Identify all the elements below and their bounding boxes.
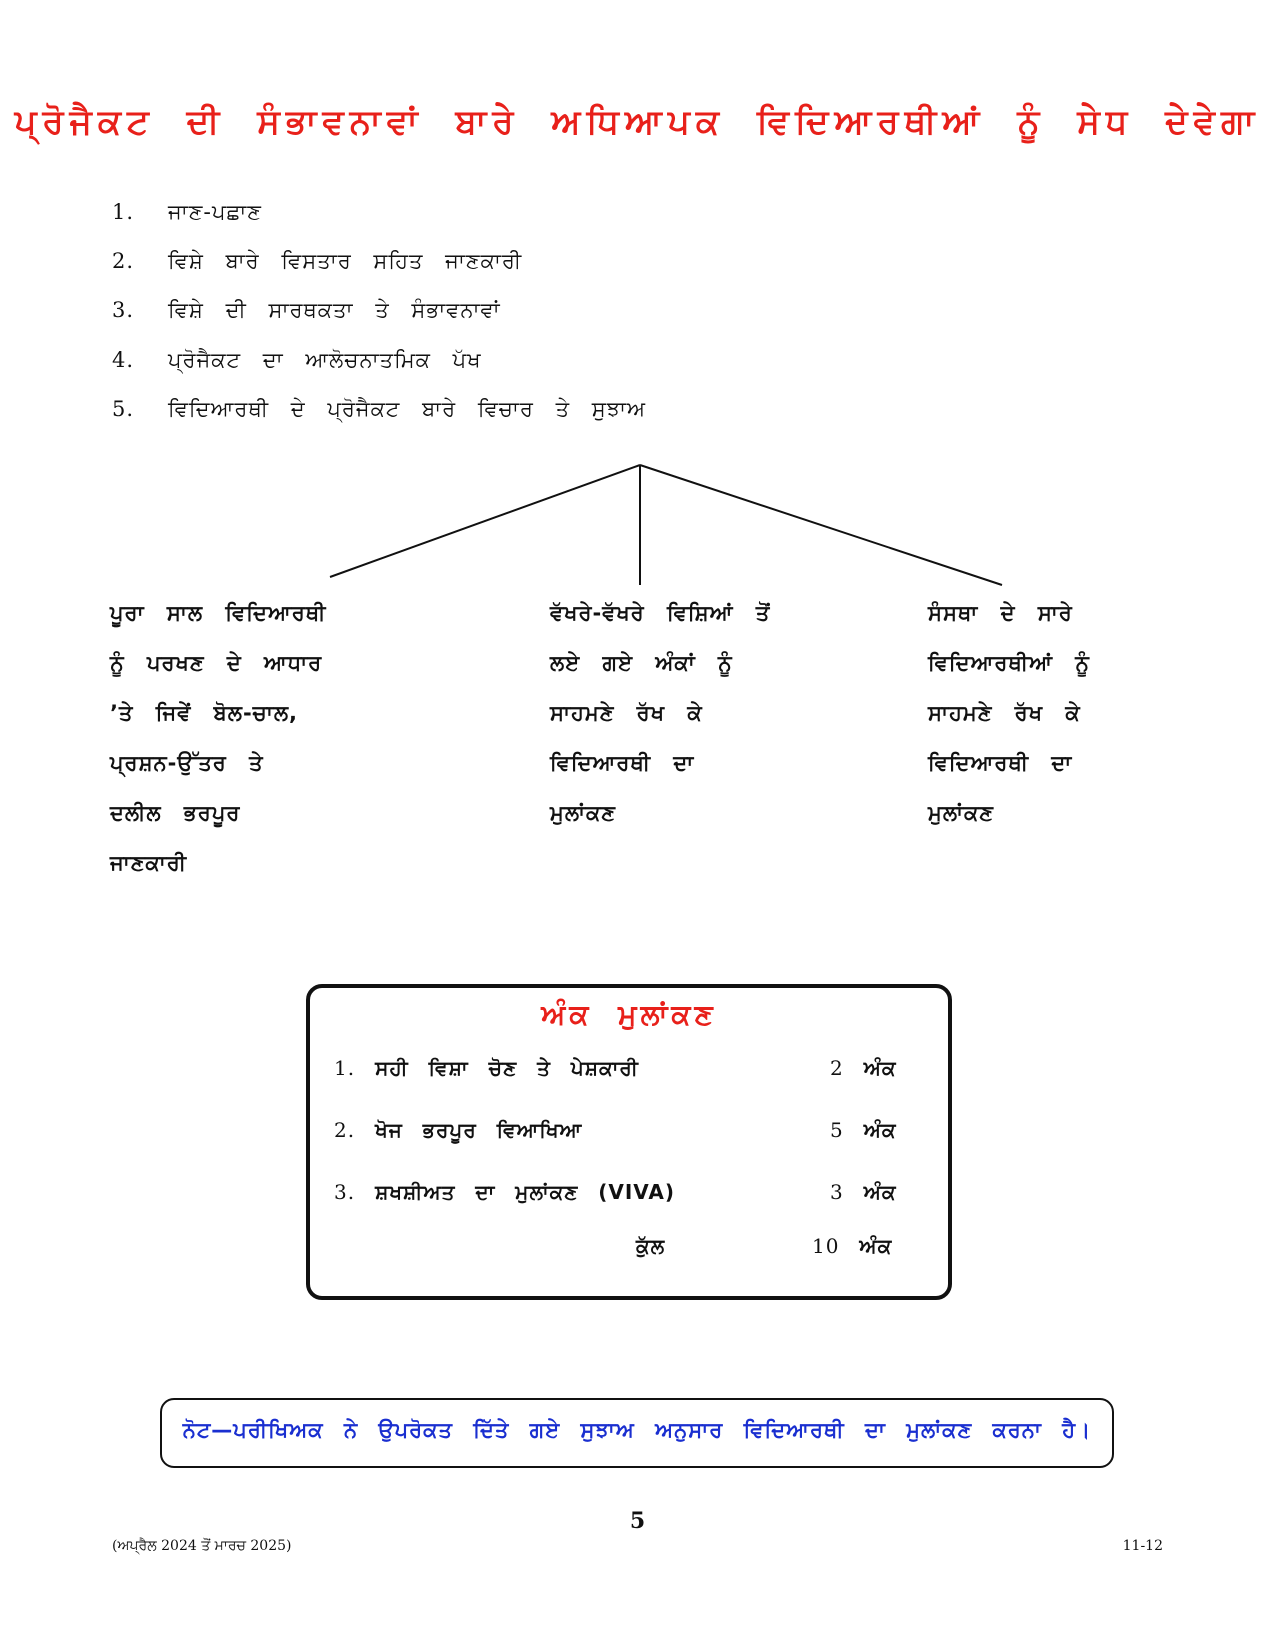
marks-row [334, 1056, 639, 1080]
marks-title: ਅੰਕ ਮੁਲਾਂਕਣ [541, 998, 717, 1031]
branch-line-right [640, 465, 1002, 585]
marks-score-value: 2 [830, 1056, 844, 1080]
marks-row-number: 2. [334, 1118, 356, 1142]
branch-line: ਦਲੀਲ ਭਰਪੂਰ [110, 801, 241, 825]
list-item-number: 1. [112, 200, 135, 224]
marks-total-label: ਕੁੱਲ [636, 1234, 666, 1258]
list-item-number: 4. [112, 348, 135, 372]
list-item-number: 5. [112, 397, 135, 421]
marks-row-score [830, 1118, 897, 1142]
branch-connector-lines [0, 0, 1275, 620]
branch-line: ਸਾਹਮਣੇ ਰੱਖ ਕੇ [550, 701, 703, 725]
branch-line: ਵੱਖਰੇ-ਵੱਖਰੇ ਵਿਸ਼ਿਆਂ ਤੋਂ [550, 601, 771, 625]
branch-left-text [110, 588, 326, 888]
branch-right-text [928, 588, 1090, 838]
footer-date-range: (ਅਪ੍ਰੈਲ 2024 ਤੋਂ ਮਾਰਚ 2025) [112, 1538, 292, 1554]
marks-score-value: 5 [830, 1118, 844, 1142]
marks-score-unit: ਅੰਕ [863, 1118, 897, 1142]
marks-total [812, 1234, 892, 1258]
marks-row-score [830, 1056, 897, 1080]
list-item-text: ਵਿਸ਼ੇ ਦੀ ਸਾਰਥਕਤਾ ਤੇ ਸੰਭਾਵਨਾਵਾਂ [168, 298, 501, 322]
marks-row-label: ਸ਼ਖਸ਼ੀਅਤ ਦਾ ਮੁਲਾਂਕਣ (VIVA) [375, 1180, 676, 1204]
branch-line: ਮੁਲਾਂਕਣ [550, 801, 616, 825]
marks-row-number: 3. [334, 1180, 356, 1204]
branch-line: ਵਿਦਿਆਰਥੀ ਦਾ [928, 751, 1073, 775]
marks-row [334, 1118, 582, 1142]
list-item-number: 2. [112, 249, 135, 273]
list-item-text: ਜਾਣ-ਪਛਾਣ [168, 200, 262, 224]
branch-line: ਸੰਸਥਾ ਦੇ ਸਾਰੇ [928, 601, 1073, 625]
branch-line-left [330, 465, 640, 577]
marks-total-unit: ਅੰਕ [859, 1234, 893, 1258]
branch-middle-text [550, 588, 770, 838]
branch-line: ਵਿਦਿਆਰਥੀਆਂ ਨੂੰ [928, 651, 1090, 675]
marks-score-unit: ਅੰਕ [863, 1180, 897, 1204]
list-item-text: ਵਿਸ਼ੇ ਬਾਰੇ ਵਿਸਤਾਰ ਸਹਿਤ ਜਾਣਕਾਰੀ [168, 249, 523, 273]
branch-line: ਲਏ ਗਏ ਅੰਕਾਂ ਨੂੰ [550, 651, 733, 675]
branch-line: ਪ੍ਰਸ਼ਨ-ਉੱਤਰ ਤੇ [110, 751, 264, 775]
examiner-note: ਨੋਟ—ਪਰੀਖਿਅਕ ਨੇ ਉਪਰੋਕਤ ਦਿੱਤੇ ਗਏ ਸੁਝਾਅ ਅਨੁਸਾਰ ਵਿਦਿਆਰਥੀ ਦਾ ਮੁਲਾਂਕਣ ਕਰਨਾ ਹੈ। [182, 1418, 1092, 1442]
branch-line: ਨੂੰ ਪਰਖਣ ਦੇ ਆਧਾਰ [110, 651, 323, 675]
marks-row [334, 1180, 675, 1204]
marks-score-value: 3 [830, 1180, 844, 1204]
list-item-text: ਵਿਦਿਆਰਥੀ ਦੇ ਪ੍ਰੋਜੈਕਟ ਬਾਰੇ ਵਿਚਾਰ ਤੇ ਸੁਝਾਅ [168, 397, 647, 421]
page-title: ਪ੍ਰੋਜੈਕਟ ਦੀ ਸੰਭਾਵਨਾਵਾਂ ਬਾਰੇ ਅਧਿਆਪਕ ਵਿਦਿਆਰਥੀਆਂ ਨੂੰ ਸੇਧ ਦੇਵੇਗਾ [14, 102, 1261, 142]
list-item-text: ਪ੍ਰੋਜੈਕਟ ਦਾ ਆਲੋਚਨਾਤਮਿਕ ਪੱਖ [168, 348, 482, 372]
branch-line: ਜਾਣਕਾਰੀ [110, 851, 188, 875]
branch-line: ਪੂਰਾ ਸਾਲ ਵਿਦਿਆਰਥੀ [110, 601, 327, 625]
footer-code: 11-12 [1122, 1538, 1163, 1554]
marks-total-value: 10 [812, 1234, 840, 1258]
marks-score-unit: ਅੰਕ [863, 1056, 897, 1080]
marks-row-label: ਖੋਜ ਭਰਪੂਰ ਵਿਆਖਿਆ [375, 1118, 583, 1142]
marks-row-score [830, 1180, 897, 1204]
branch-line: ਵਿਦਿਆਰਥੀ ਦਾ [550, 751, 695, 775]
marks-row-number: 1. [334, 1056, 356, 1080]
list-item-number: 3. [112, 298, 135, 322]
marks-row-label: ਸਹੀ ਵਿਸ਼ਾ ਚੋਣ ਤੇ ਪੇਸ਼ਕਾਰੀ [375, 1056, 639, 1080]
branch-line: ਸਾਹਮਣੇ ਰੱਖ ਕੇ [928, 701, 1081, 725]
page-number: 5 [629, 1508, 646, 1534]
branch-line: ’ਤੇ ਜਿਵੇਂ ਬੋਲ-ਚਾਲ, [110, 701, 299, 725]
branch-line: ਮੁਲਾਂਕਣ [928, 801, 994, 825]
